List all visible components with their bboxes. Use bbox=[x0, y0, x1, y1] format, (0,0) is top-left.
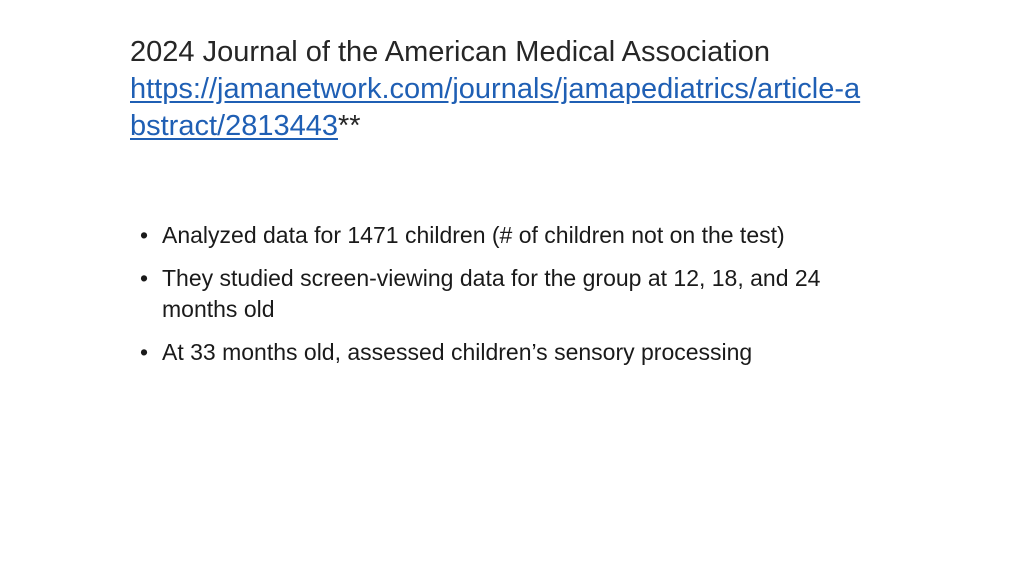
list-item bbox=[140, 220, 880, 251]
title-text: 2024 Journal of the American Medical Association bbox=[130, 36, 770, 68]
bullet-dot-icon: • bbox=[140, 339, 149, 365]
bullet-dot-icon: • bbox=[140, 265, 149, 291]
bullet-text: Analyzed data for 1471 children (# of children not on the test) bbox=[162, 222, 785, 248]
bullet-text: They studied screen-viewing data for the group at 12, 18, and 24 months old bbox=[162, 265, 821, 322]
slide-title bbox=[130, 34, 870, 145]
bullet-list bbox=[140, 220, 880, 368]
bullet-text: At 33 months old, assessed children’s sensory processing bbox=[162, 339, 753, 365]
article-link[interactable]: https://jamanetwork.com/journals/jamapediatrics/article-abstract/2813443 bbox=[130, 73, 861, 142]
list-item bbox=[140, 263, 880, 325]
bullet-dot-icon: • bbox=[140, 222, 149, 248]
list-item bbox=[140, 337, 880, 368]
slide-body bbox=[140, 220, 880, 380]
title-suffix: ** bbox=[337, 110, 361, 142]
